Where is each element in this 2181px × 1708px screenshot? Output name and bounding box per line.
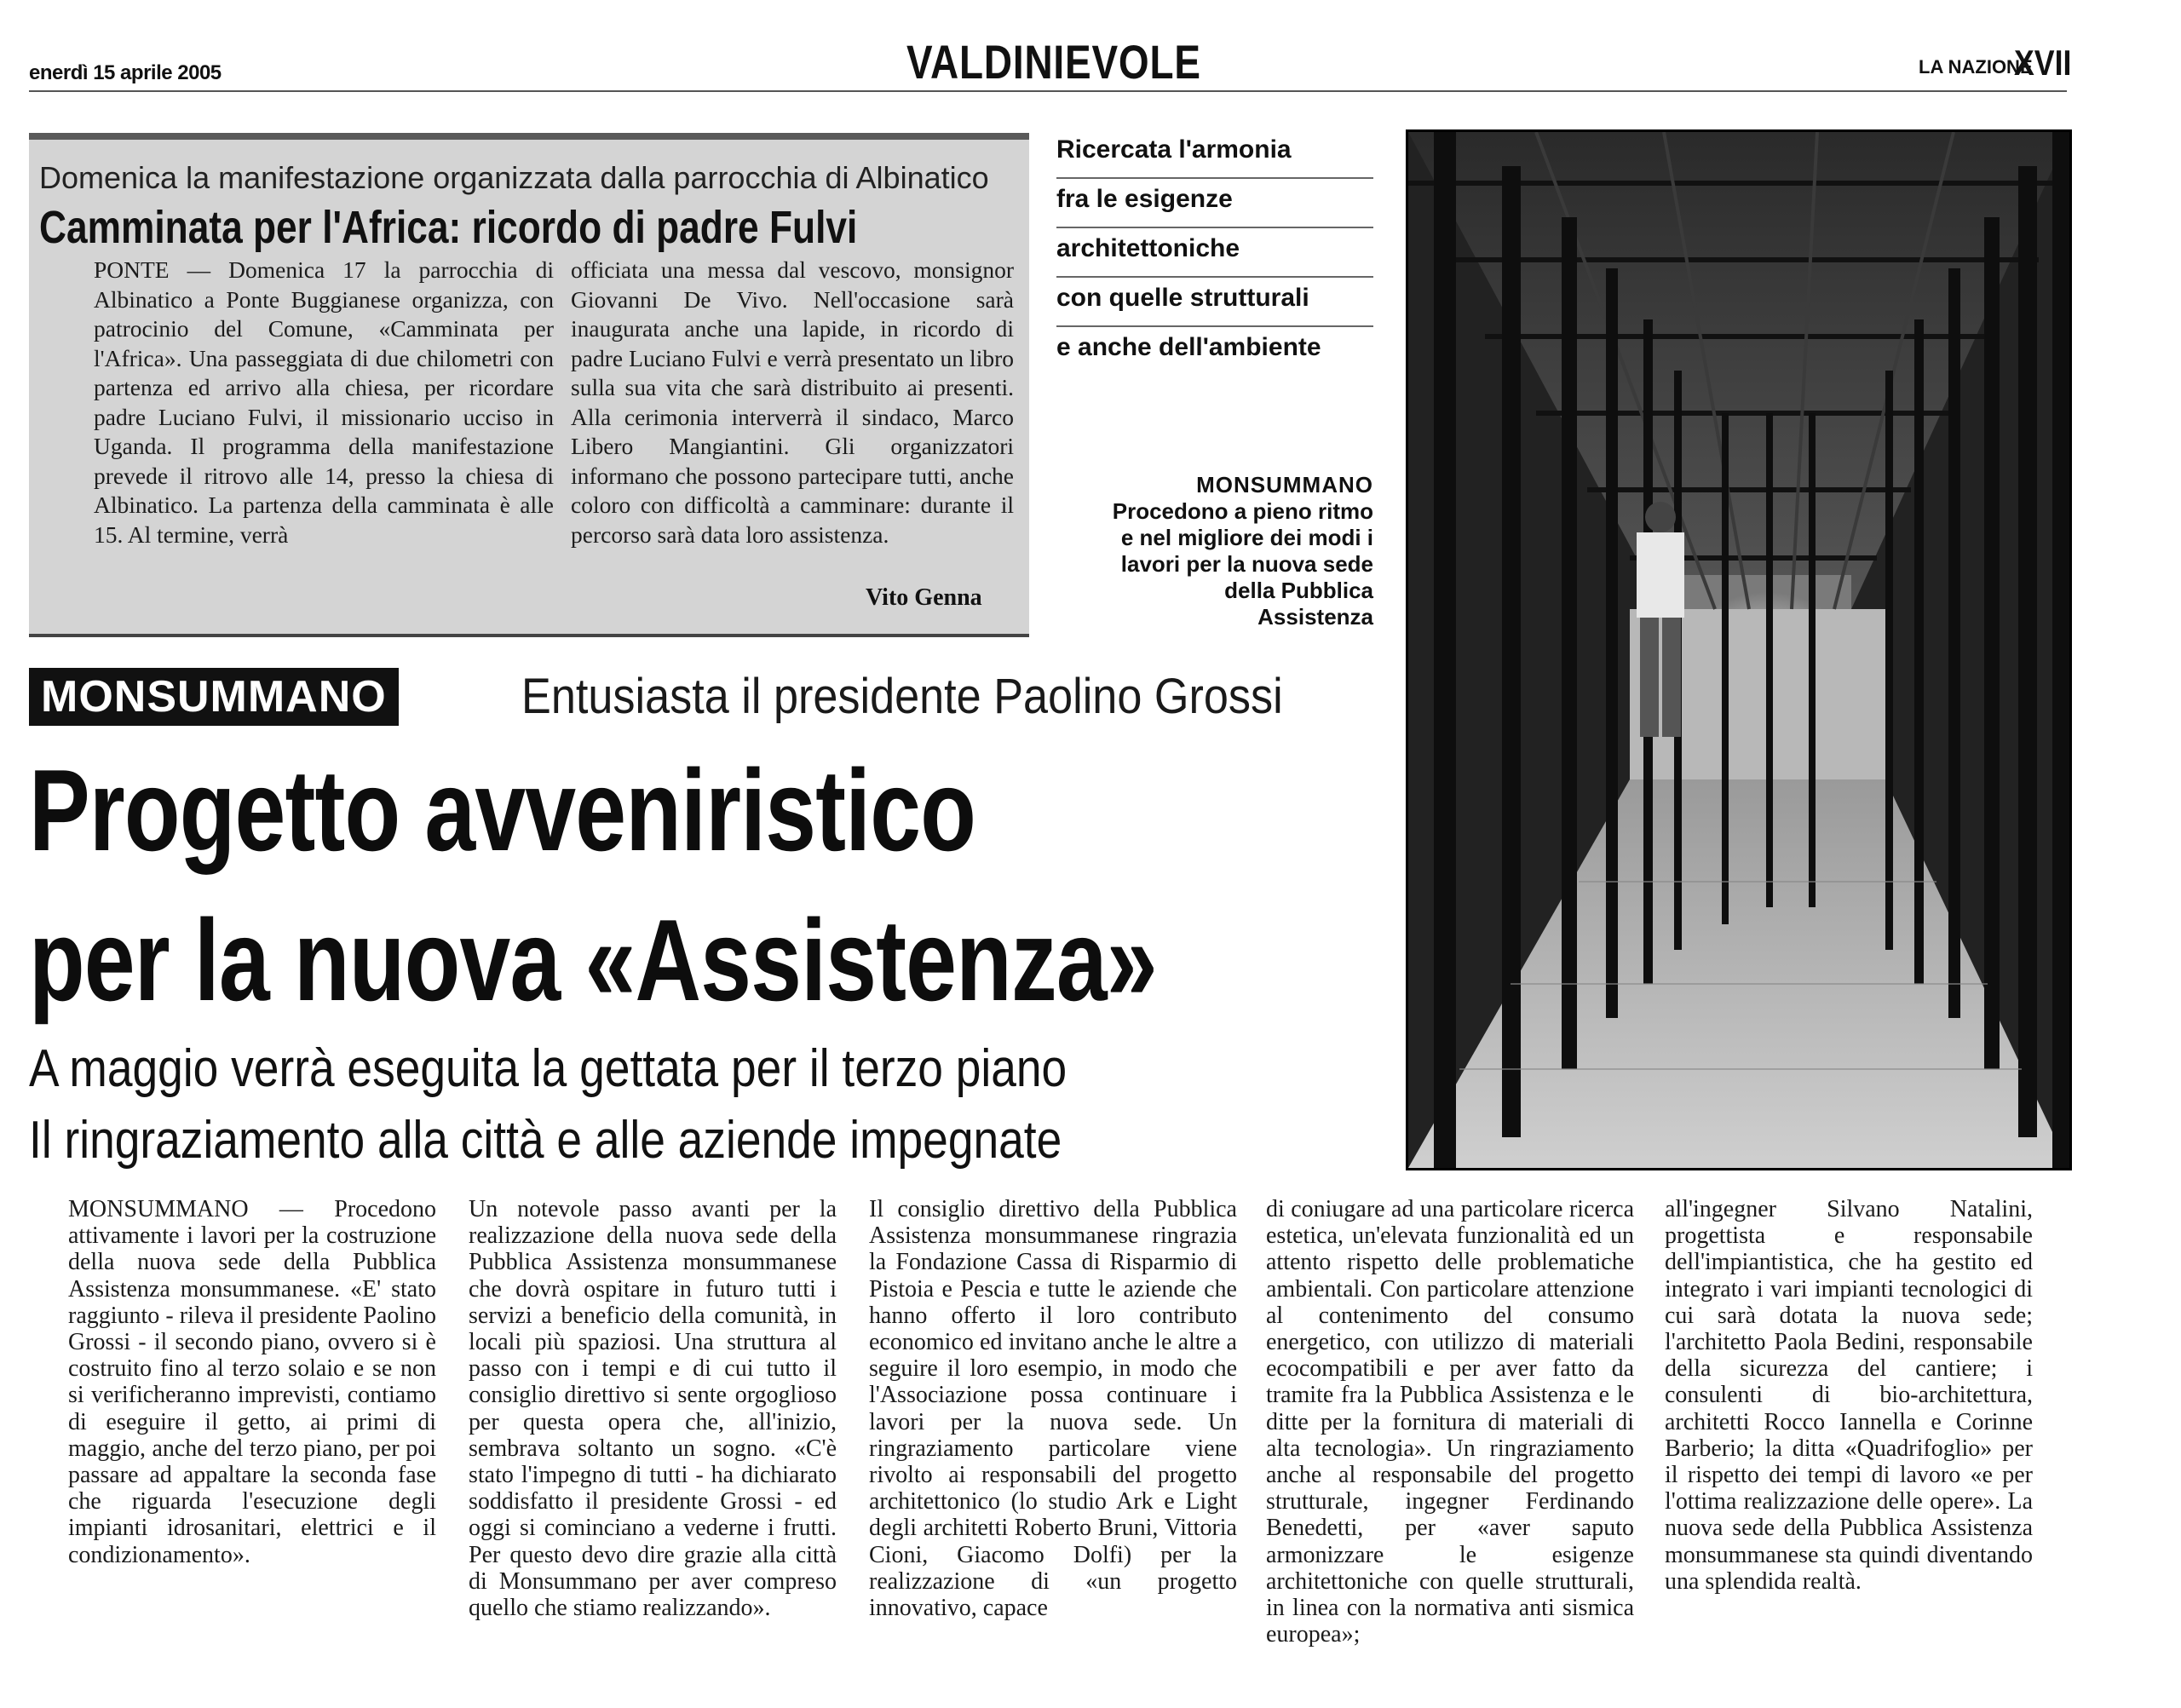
- header-rule: [29, 90, 2067, 92]
- caption-line: lavori per la nuova sede: [1120, 551, 1373, 577]
- caption-line: Procedono a pieno ritmo: [1112, 498, 1373, 524]
- subheadline-line-2: Il ringraziamento alla città e alle aziende impegnate: [29, 1111, 1062, 1170]
- location-tag: MONSUMMANO: [29, 668, 399, 726]
- body-column-5: all'ingegner Silvano Natalini, progettista e responsabile dell'impiantistica, che ha gestito ed integrato i vari impianti tecnologici di cui sarà dotata la nuova sede; l'architetto Paola Bedini, responsabile della sicurezza del cantiere; i consulenti di bio-architettura, architetti Rocco Iannella e Corinne Barberio; la ditta «Quadrifoglio» per il rispetto dei tempi di lavoro «e per l'ottima realizzazione delle opere». La nuova sede della Pubblica Assistenza monsummanese sta quindi diventando una splendida realtà.: [1665, 1196, 2033, 1595]
- body-column-2: Un notevole passo avanti per la realizzazione della nuova sede della Pubblica Assistenza monsummanese che dovrà ospitare in futuro tutti i servizi a beneficio della comunità, in locali più spaziosi. Una struttura al passo con i tempi e di cui tutto il consiglio direttivo si sente orgoglioso per questa opera che, all'inizio, sembrava soltanto un sogno. «C'è stato l'impegno di tutti - ha dichiarato soddisfatto il presidente Grossi - ed oggi si cominciano a vederne i frutti. Per questo devo dire grazie alla città di Monsummano per aver compreso quello che stiamo realizzando».: [469, 1196, 837, 1622]
- body-column-4: di coniugare ad una particolare ricerca estetica, un'elevata funzionalità ed un attento rispetto delle problematiche ambientali. Con particolare attenzione al contenimento del consumo energetico, con utilizzo di materiali ecocompatibili e per aver fatto da tramite fra la Pubblica Assistenza e le ditte per la fornitura di materiali di alta tecnologia». Un ringraziamento anche al responsabile del progetto strutturale, ingegner Ferdinando Benedetti, per «aver saputo armonizzare le esigenze architettoniche con quelle strutturali, in linea con la normativa anti sismica europea»;: [1266, 1196, 1634, 1648]
- construction-photo: [1406, 129, 2072, 1170]
- main-article-kicker: Entusiasta il presidente Paolino Grossi: [521, 669, 1283, 724]
- pull-quote-line: architettoniche: [1056, 228, 1373, 278]
- photo-caption: [1048, 472, 1373, 630]
- caption-line: e nel migliore dei modi i: [1120, 525, 1373, 550]
- section-title: VALDINIEVOLE: [906, 35, 1201, 89]
- issue-date: enerdì 15 aprile 2005: [29, 61, 222, 84]
- main-headline-line-1: Progetto avveniristico: [29, 745, 976, 875]
- pull-quote-line: Ricercata l'armonia: [1056, 129, 1373, 179]
- newspaper-name: LA NAZIONE: [1919, 56, 2033, 78]
- pull-quote-line: con quelle strutturali: [1056, 278, 1373, 327]
- main-headline-line-2: per la nuova «Assistenza»: [29, 895, 1157, 1025]
- body-column-1: MONSUMMANO — Procedono attivamente i lavori per la costruzione della nuova sede della Pubblica Assistenza monsummanese. «E' stato raggiunto - rileva il presidente Paolino Grossi - il secondo piano, ovvero si è costruito fino al terzo solaio e se non si verificheranno imprevisti, contiamo di eseguire il getto, ai primi di maggio, anche del terzo piano, per poi passare ad appaltare la seconda fase che riguarda l'esecuzione degli impianti idrosanitari, elettrici e il condizionamento».: [68, 1196, 436, 1568]
- side-article-column-1: PONTE — Domenica 17 la parrocchia di Albinatico a Ponte Buggianese organizza, con patrocinio del Comune, «Camminata per l'Africa». Una passeggiata di due chilometri con partenza ed arrivo alla chiesa, per ricordare padre Luciano Fulvi, il missionario ucciso in Uganda. Il programma della manifestazione prevede il ritrovo alle 14, presso la chiesa di Albinatico. La partenza della camminata è alle 15. Al termine, verrà: [94, 256, 554, 548]
- caption-location: MONSUMMANO: [1196, 472, 1373, 497]
- caption-line: della Pubblica: [1224, 578, 1373, 603]
- side-article-kicker: Domenica la manifestazione organizzata dalla parrocchia di Albinatico: [39, 160, 989, 195]
- caption-line: Assistenza: [1257, 604, 1373, 630]
- body-column-3: Il consiglio direttivo della Pubblica Assistenza monsummanese ringrazia la Fondazione Cassa di Risparmio di Pistoia e Pescia e tutte le aziende che hanno offerto il loro contributo economico ed invitano anche le altre a seguire il loro esempio, in modo che l'Associazione possa continuare i lavori per la nuova sede. Un ringraziamento particolare viene rivolto ai responsabili del progetto architettonico (lo studio Ark e Light degli architetti Roberto Bruni, Vittoria Cioni, Giacomo Dolfi) per la realizzazione di «un progetto innovativo, capace: [869, 1196, 1237, 1622]
- page-number: XVII: [2014, 43, 2072, 83]
- pull-quote-line: fra le esigenze: [1056, 179, 1373, 228]
- subheadline-line-1: A maggio verrà eseguita la gettata per il terzo piano: [29, 1039, 1067, 1098]
- pull-quote-line: e anche dell'ambiente: [1056, 333, 1321, 361]
- side-article-title: Camminata per l'Africa: ricordo di padre Fulvi: [39, 202, 858, 253]
- side-article-column-2: officiata una messa dal vescovo, monsignor Giovanni De Vivo. Nell'occasione sarà inaugurata anche una lapide, in ricordo di padre Luciano Fulvi e verrà presentato un libro sulla sua vita che sarà distribuito ai presenti. Alla cerimonia interverrà il sindaco, Marco Libero Mangiantini. Gli organizzatori informano che possono partecipare tutti, anche coloro con difficoltà a camminare: durante il percorso sarà data loro assistenza.: [571, 256, 1014, 548]
- pull-quote: [1056, 129, 1373, 375]
- scaffolding-photo-illustration: [1408, 132, 2069, 1168]
- side-article-author: Vito Genna: [866, 584, 982, 611]
- side-article-box: [29, 133, 1029, 637]
